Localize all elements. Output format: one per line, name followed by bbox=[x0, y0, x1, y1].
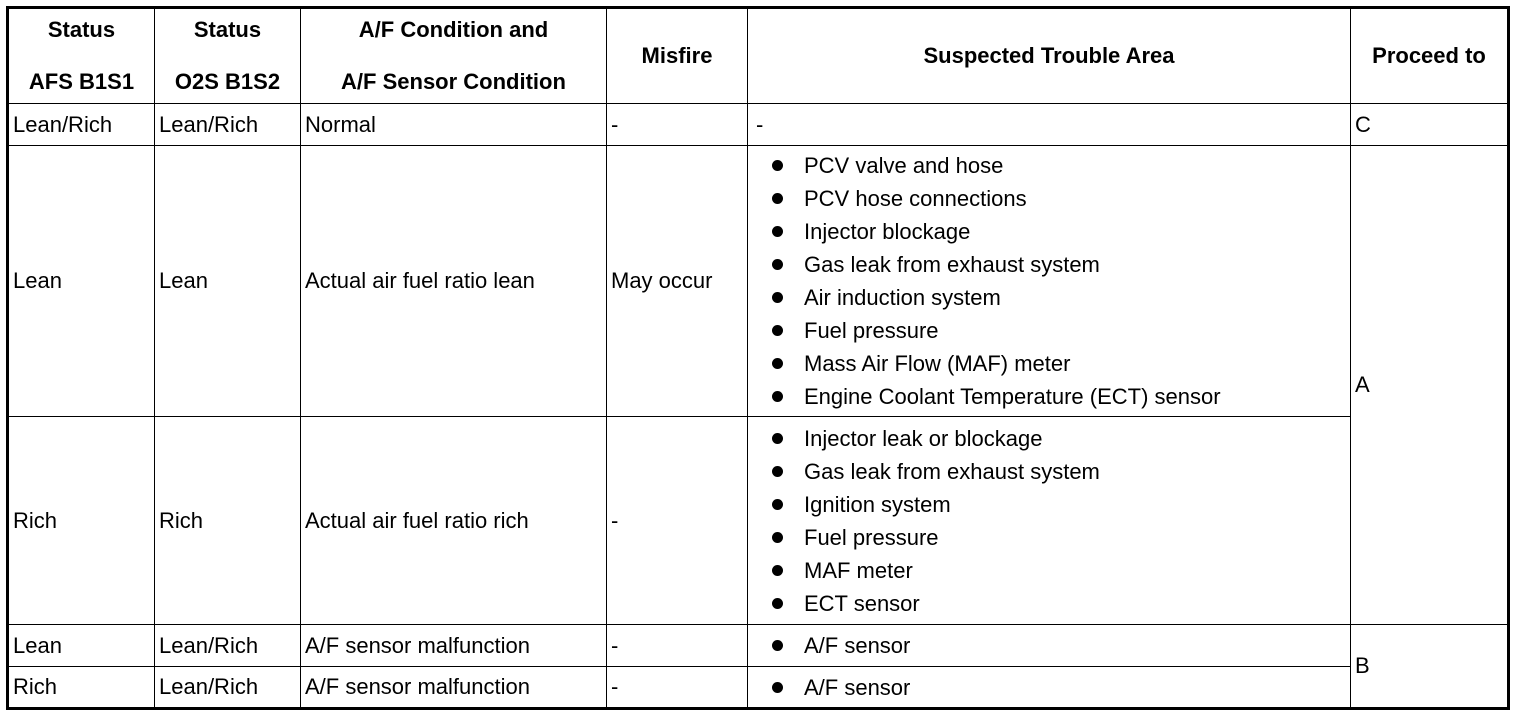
trouble-area-list bbox=[770, 149, 1350, 413]
table-row bbox=[8, 417, 1509, 625]
list-item: A/F sensor bbox=[770, 671, 1350, 704]
list-item: Engine Coolant Temperature (ECT) sensor bbox=[770, 380, 1350, 413]
cell-condition: A/F sensor malfunction bbox=[301, 667, 607, 709]
cell-o2s: Lean/Rich bbox=[155, 625, 301, 667]
list-item: PCV valve and hose bbox=[770, 149, 1350, 182]
trouble-area-list bbox=[770, 422, 1350, 620]
cell-misfire: - bbox=[607, 104, 748, 146]
cell-o2s: Lean/Rich bbox=[155, 667, 301, 709]
cell-condition: Actual air fuel ratio lean bbox=[301, 146, 607, 417]
cell-afs: Rich bbox=[8, 667, 155, 709]
header-text: A/F Condition and bbox=[358, 17, 549, 42]
header-misfire: Misfire bbox=[607, 8, 748, 104]
list-item: Gas leak from exhaust system bbox=[770, 248, 1350, 281]
header-text: Status bbox=[193, 17, 262, 42]
list-item: Air induction system bbox=[770, 281, 1350, 314]
header-status-afs bbox=[8, 8, 155, 104]
trouble-area-list bbox=[770, 671, 1350, 704]
trouble-area-list bbox=[770, 629, 1350, 662]
table-row bbox=[8, 625, 1509, 667]
list-item: Mass Air Flow (MAF) meter bbox=[770, 347, 1350, 380]
cell-proceed: C bbox=[1351, 104, 1509, 146]
cell-trouble-area bbox=[748, 146, 1351, 417]
table-row bbox=[8, 667, 1509, 709]
list-item: MAF meter bbox=[770, 554, 1350, 587]
cell-trouble-area: - bbox=[748, 104, 1351, 146]
cell-afs: Lean bbox=[8, 146, 155, 417]
cell-condition: Normal bbox=[301, 104, 607, 146]
cell-o2s: Lean/Rich bbox=[155, 104, 301, 146]
cell-o2s: Lean bbox=[155, 146, 301, 417]
list-item: Fuel pressure bbox=[770, 314, 1350, 347]
cell-condition: A/F sensor malfunction bbox=[301, 625, 607, 667]
header-af-condition bbox=[301, 8, 607, 104]
header-text: Status bbox=[47, 17, 116, 42]
cell-condition: Actual air fuel ratio rich bbox=[301, 417, 607, 625]
cell-afs: Lean bbox=[8, 625, 155, 667]
header-status-o2s bbox=[155, 8, 301, 104]
list-item: Injector leak or blockage bbox=[770, 422, 1350, 455]
list-item: Ignition system bbox=[770, 488, 1350, 521]
cell-misfire: - bbox=[607, 417, 748, 625]
cell-trouble-area bbox=[748, 625, 1351, 667]
table-row bbox=[8, 104, 1509, 146]
cell-misfire: - bbox=[607, 667, 748, 709]
cell-misfire: May occur bbox=[607, 146, 748, 417]
cell-proceed: A bbox=[1351, 146, 1509, 625]
cell-afs: Lean/Rich bbox=[8, 104, 155, 146]
cell-afs: Rich bbox=[8, 417, 155, 625]
list-item: PCV hose connections bbox=[770, 182, 1350, 215]
table-row bbox=[8, 146, 1509, 417]
header-text: O2S B1S2 bbox=[174, 69, 281, 94]
header-text: AFS B1S1 bbox=[28, 69, 135, 94]
cell-o2s: Rich bbox=[155, 417, 301, 625]
header-proceed-to: Proceed to bbox=[1351, 8, 1509, 104]
list-item: Injector blockage bbox=[770, 215, 1350, 248]
list-item: ECT sensor bbox=[770, 587, 1350, 620]
list-item: Fuel pressure bbox=[770, 521, 1350, 554]
header-row bbox=[8, 8, 1509, 104]
list-item: A/F sensor bbox=[770, 629, 1350, 662]
cell-misfire: - bbox=[607, 625, 748, 667]
header-trouble-area: Suspected Trouble Area bbox=[748, 8, 1351, 104]
list-item: Gas leak from exhaust system bbox=[770, 455, 1350, 488]
cell-proceed: B bbox=[1351, 625, 1509, 709]
header-text: A/F Sensor Condition bbox=[341, 69, 566, 94]
trouble-table bbox=[6, 6, 1510, 710]
cell-trouble-area bbox=[748, 417, 1351, 625]
cell-trouble-area bbox=[748, 667, 1351, 709]
